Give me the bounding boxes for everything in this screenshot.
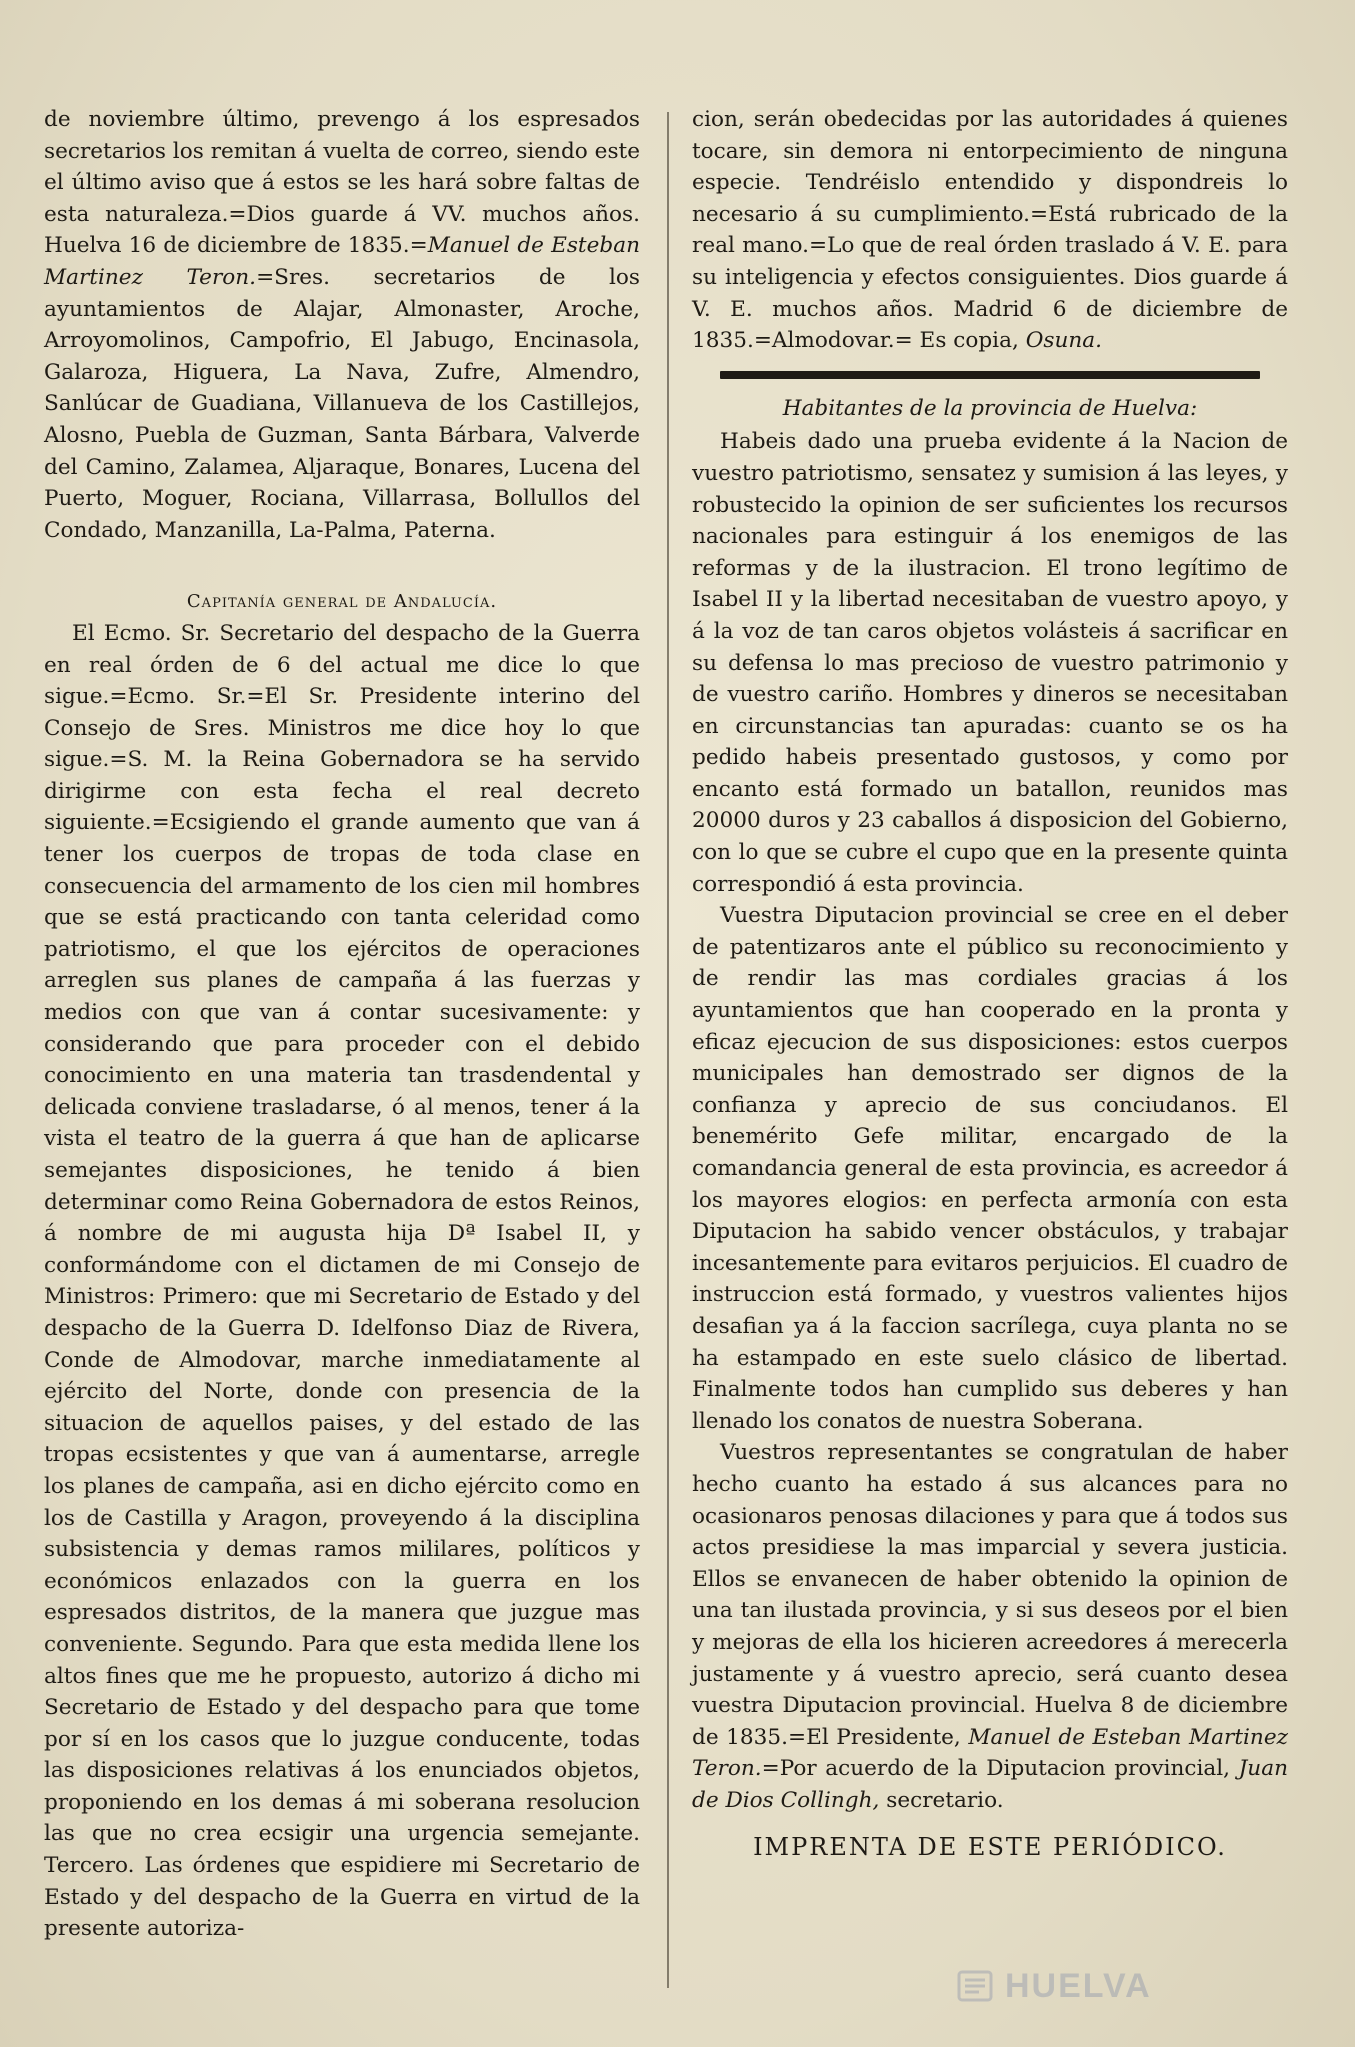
- right-column: [692, 104, 1288, 1864]
- signature-osuna: Osuna.: [1025, 328, 1103, 354]
- column-divider: [667, 112, 669, 1988]
- right-paragraph-1: cion, serán obedecidas por las autoridades á quienes tocare, sin demora ni entorpecimiento de ninguna especie. Tendréislo entendido y dispondreis lo necesario á su cumplimiento.=Está rubricado de la real mano.=Lo que de real órden traslado á V. E. para su inteligencia y efectos consiguientes. Dios guarde á V. E. muchos años. Madrid 6 de diciembre de 1835.=Almodovar.= Es copia, Osuna.: [692, 107, 1288, 354]
- watermark: [955, 1962, 1275, 2010]
- section-rule: [720, 371, 1260, 379]
- right-paragraph-3: Vuestra Diputacion provincial se cree en el deber de patentizaros ante el público su reconocimiento y de rendir las mas cordiales gracias á los ayuntamientos que han cooperado en la pronta y eficaz ejecucion de sus disposiciones: estos cuerpos municipales han demostrado ser dignos de la confianza y aprecio de sus conciudanos. El benemérito Gefe militar, encargado de la comandancia general de esta provincia, es acreedor á los mayores elogios: en perfecta armonía con esta Diputacion ha sabido vencer obstáculos, y trabajar incesantemente para evitaros perjuicios. El cuadro de instruccion está formado, y vuestros valientes hijos desafian ya á la faccion sacrílega, cuya planta no se ha estampado en este suelo clásico de libertad. Finalmente todos han cumplido sus deberes y han llenado los conatos de nuestra Soberana.: [692, 903, 1288, 1434]
- right-paragraph-2: Habeis dado una prueba evidente á la Nacion de vuestro patriotismo, sensatez y sumision á las leyes, y robustecido la opinion de ser suficientes los recursos nacionales para estinguir á los enemigos de las reformas y de la ilustracion. El trono legítimo de Isabel II y la libertad necesitaban de vuestro apoyo, y á la voz de tan caros objetos volásteis á sacrificar en su defensa lo mas precioso de vuestro patrimonio y de vuestro cariño. Hombres y dineros se necesitaban en circunstancias tan apuradas: cuanto se os ha pedido habeis presentado gustosos, y como por encanto está formado un batallon, reunidos mas 20000 duros y 23 caballos á disposicion del Gobierno, con lo que se cubre el cupo que en la presente quinta correspondió á esta provincia.: [692, 429, 1288, 897]
- signature-presidente: Manuel de Esteban Martinez Teron.: [692, 1724, 1288, 1782]
- heading-habitantes: Habitantes de la provincia de Huelva:: [782, 395, 1198, 421]
- left-paragraph-1: de noviembre último, prevengo á los espresados secretarios los remitan á vuelta de correo, siendo este el último aviso que á estos se les hará sobre faltas de esta naturaleza.=Dios guarde á VV. muchos años. Huelva 16 de diciembre de 1835.=Manuel de Esteban Martinez Teron.=Sres. secretarios de los ayuntamientos de Alajar, Almonaster, Aroche, Arroyomolinos, Campofrio, El Jabugo, Encinasola, Galaroza, Higuera, La Nava, Zufre, Almendro, Sanlúcar de Guadiana, Villanueva de los Castillejos, Alosno, Puebla de Guzman, Santa Bárbara, Valverde del Camino, Zalamea, Aljaraque, Bonares, Lucena del Puerto, Moguer, Rociana, Villarrasa, Bollullos del Condado, Manzanilla, La-Palma, Paterna.: [44, 107, 640, 543]
- signature-secretario: Juan de Dios Collingh,: [692, 1756, 1288, 1813]
- left-column: [44, 104, 640, 1945]
- signature-teron: =Manuel de Esteban Martinez Teron.: [44, 233, 640, 290]
- left-paragraph-2: El Ecmo. Sr. Secretario del despacho de la Guerra en real órden de 6 del actual me dice lo que sigue.=Ecmo. Sr.=El Sr. Presidente interino del Consejo de Sres. Ministros me dice hoy lo que sigue.=S. M. la Reina Gobernadora se ha servido dirigirme con esta fecha el real decreto siguiente.=Ecsigiendo el grande aumento que van á tener los cuerpos de tropas de toda clase en consecuencia del armamento de los cien mil hombres que se está practicando con tanta celeridad como patriotismo, el que los ejércitos de operaciones arreglen sus planes de campaña á las fuerzas y medios con que van á contar sucesivamente: y considerando que para proceder con el debido conocimiento en una materia tan trasdendental y delicada conviene trasladarse, ó al menos, tener á la vista el teatro de la guerra á que han de aplicarse semejantes disposiciones, he tenido á bien determinar como Reina Gobernadora de estos Reinos, á nombre de mi augusta hija Dª Isabel II, y conformándome con el dictamen de mi Consejo de Ministros: Primero: que mi Secretario de Estado y del despacho de la Guerra D. Idelfonso Diaz de Rivera, Conde de Almodovar, marche inmediatamente al ejército del Norte, donde con presencia de la situacion de aquellos paises, y del estado de las tropas ecsistentes y que van á aumentarse, arregle los planes de campaña, asi en dicho ejército como en los de Castilla y Aragon, proveyendo á la disciplina subsistencia y demas ramos mililares, políticos y económicos enlazados con la guerra en los espresados distritos, de la manera que juzgue mas conveniente. Segundo. Para que esta medida llene los altos fines que me he propuesto, autorizo á dicho mi Secretario de Estado y del despacho para que tome por sí en los casos que lo juzgue conducente, todas las disposiciones relativas á los enunciados objetos, proponiendo en los demas á mi soberana resolucion las que no crea ecsigir una urgencia semejante. Tercero. Las órdenes que espidiere mi Secretario de Estado y del despacho de la Guerra en virtud de la presente autoriza-: [44, 620, 640, 1942]
- right-paragraph-4: Vuestros representantes se congratulan de haber hecho cuanto ha estado á sus alcances para no ocasionaros penosas dilaciones y para que á todos sus actos presidiese la mas imparcial y severa justicia. Ellos se envanecen de haber obtenido la opinion de una tan ilustada provincia, y si sus deseos por el bien y mejoras de ella los hicieren acreedores á merecerla justamente y á vuestro aprecio, será cuanto desea vuestra Diputacion provincial. Huelva 8 de diciembre de 1835.=El Presidente, Manuel de Esteban Martinez Teron.=Por acuerdo de la Diputacion provincial, Juan de Dios Collingh, secretario.: [692, 1440, 1288, 1813]
- watermark-text: HUELVA: [1005, 1966, 1152, 2005]
- heading-capitania: Capitanía general de Andalucía.: [186, 591, 498, 613]
- library-logo-icon: [955, 1966, 995, 2006]
- imprint-line: IMPRENTA DE ESTE PERIÓDICO.: [753, 1833, 1227, 1862]
